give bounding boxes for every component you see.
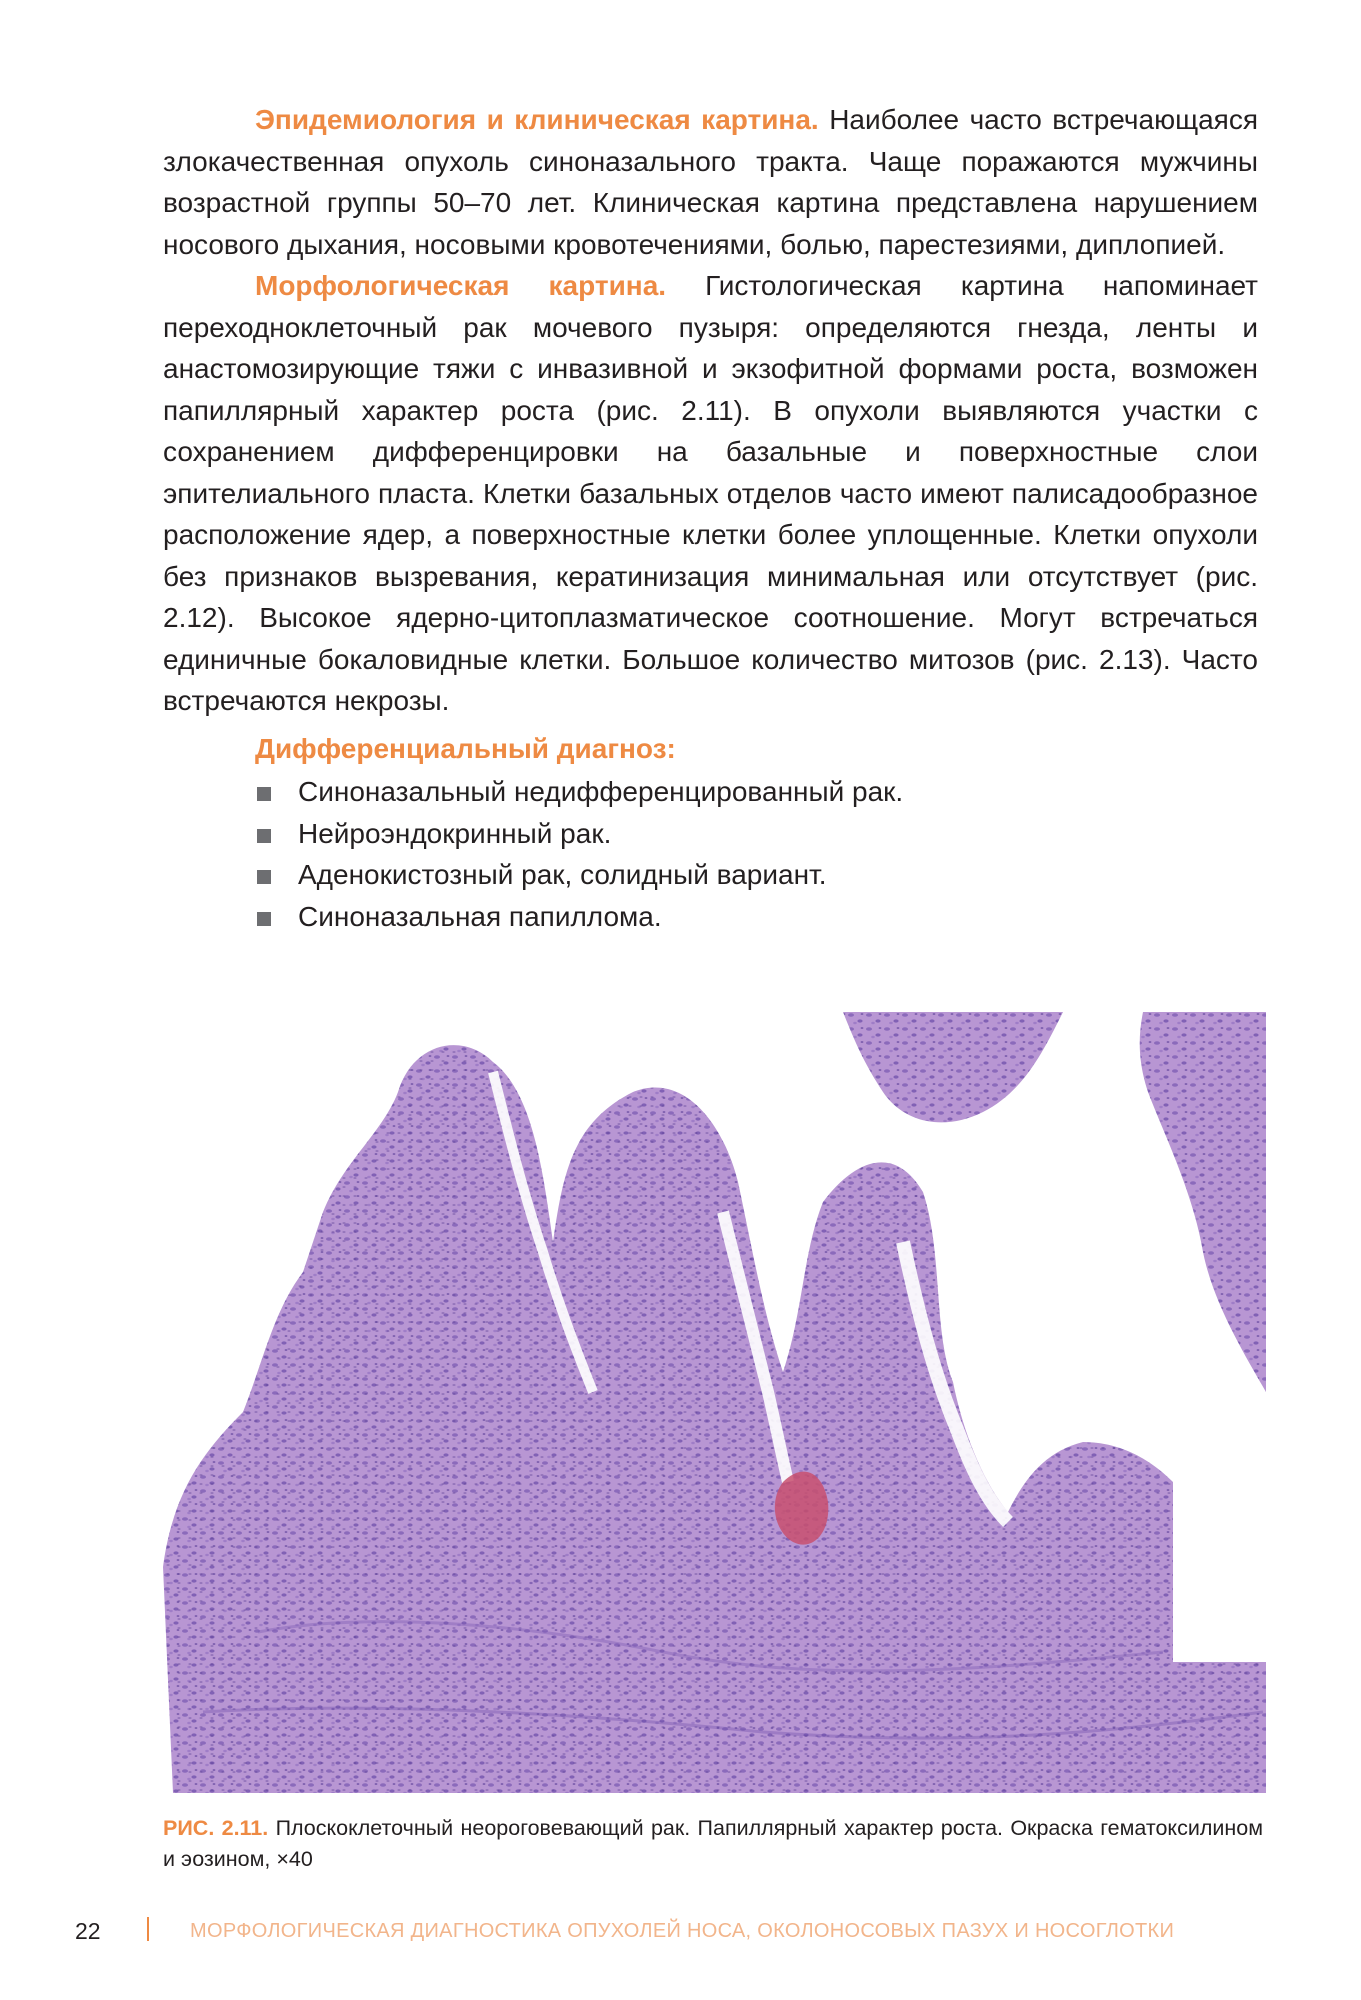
list-item-text: Синоназальный недифференцированный рак. (298, 776, 904, 807)
square-bullet-icon (257, 829, 271, 843)
paragraph-morphology (163, 265, 1258, 722)
list-item-text: Нейроэндокринный рак. (298, 817, 612, 849)
running-footer-title: МОРФОЛОГИЧЕСКАЯ ДИАГНОСТИКА ОПУХОЛЕЙ НОСА, ОКОЛОНОСОВЫХ ПАЗУХ И НОСОГЛОТКИ (190, 1920, 1175, 1942)
paragraph-epidemiology (163, 99, 1258, 265)
heading-differential-diagnosis: Дифференциальный диагноз: (255, 732, 676, 764)
text-epidemiology: Наиболее часто встречающаяся злокачественная опухоль синоназального тракта. Чаще поражаются мужчины возрастной группы 50–70 лет. Клиническая картина представлена нарушением носового дыхания, носовыми кровотечениями, болью, парестезиями, диплопией. (163, 104, 1258, 260)
figure-label: РИС. 2.11. (163, 1816, 269, 1840)
list-item-text: Аденокистозный рак, солидный вариант. (298, 859, 827, 890)
list-item (255, 896, 1258, 938)
histology-micrograph (163, 1012, 1266, 1793)
square-bullet-icon (257, 870, 271, 884)
square-bullet-icon (257, 912, 271, 926)
micrograph-image (163, 1012, 1266, 1793)
square-bullet-icon (257, 787, 271, 801)
list-item-text: Синоназальная папиллома. (298, 900, 662, 932)
list-item (255, 854, 1258, 896)
list-item (255, 813, 1258, 855)
page-number: 22 (75, 1918, 101, 1944)
text-morphology: Гистологическая картина напоминает переходноклеточный рак мочевого пузыря: определяются гнезда, ленты и анастомозирующие тяжи с инвазивной и экзофитной формами роста, возможен папиллярный характер роста (рис. 2.11). В опухоли выявляются участки с сохранением дифференцировки на базальные и поверхностные слои эпителиального пласта. Клетки базальных отделов часто имеют палисадообразное расположение ядер, а поверхностные клетки более уплощенные. Клетки опухоли без признаков вызревания, кератинизация минимальная или отсутствует (рис. 2.12). Высокое ядерно-цитоплазматическое соотношение. Могут встречаться единичные бокаловидные клетки. Большое количество митозов (рис. 2.13). Часто встречаются некрозы. (163, 270, 1258, 716)
tissue-section (163, 1012, 1266, 1793)
differential-diagnosis-list (163, 771, 1258, 937)
figure-caption-text: Плоскоклеточный неороговевающий рак. Папиллярный характер роста. Окраска гематоксилином и эозином, ×40 (163, 1816, 1263, 1871)
heading-morphology: Морфологическая картина. (255, 270, 667, 301)
main-text (163, 99, 1258, 937)
figure-caption (163, 1813, 1263, 1875)
list-item (255, 771, 1258, 813)
footer-divider (147, 1917, 149, 1941)
heading-epidemiology: Эпидемиология и клиническая картина. (255, 104, 819, 135)
